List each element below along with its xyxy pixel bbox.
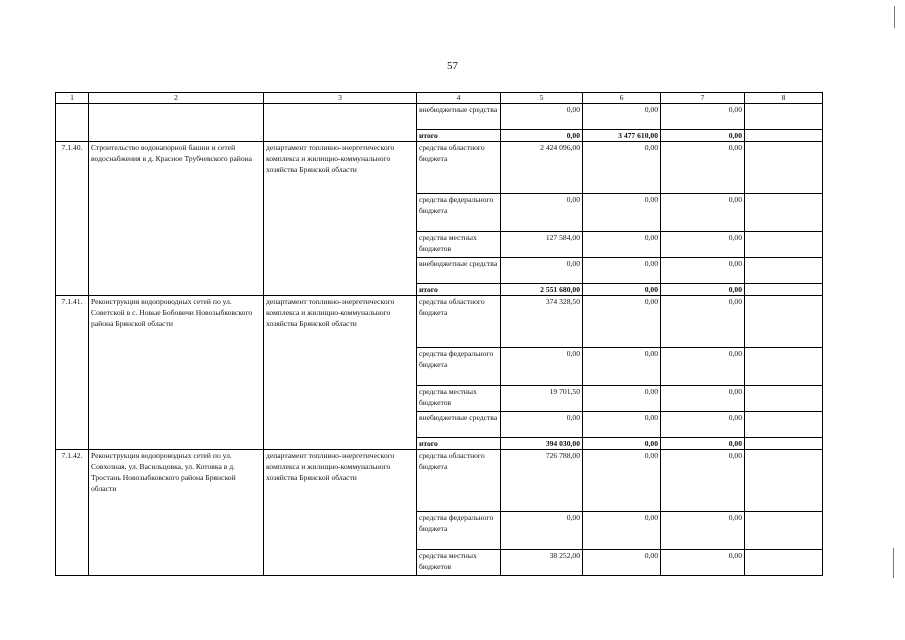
- project-code: 7.1.40.: [56, 142, 89, 296]
- value-cell-6: 0,00: [583, 194, 661, 232]
- value-cell-8: [745, 450, 823, 512]
- continuation-row: [56, 104, 823, 130]
- value-cell-8: [745, 386, 823, 412]
- value-cell-8: [745, 130, 823, 142]
- value-cell-5: 38 252,00: [501, 550, 583, 576]
- source-cell: средства областного бюджета: [417, 450, 501, 512]
- value-cell-8: [745, 550, 823, 576]
- value-cell-7: 0,00: [661, 296, 745, 348]
- department-cell-empty: [264, 104, 417, 142]
- project-department: департамент топливно-энергетического комплекса и жилищно-коммунального хозяйства Брянской области: [264, 296, 417, 450]
- source-cell: средства областного бюджета: [417, 142, 501, 194]
- source-cell: средства федерального бюджета: [417, 194, 501, 232]
- value-cell-6: 0,00: [583, 550, 661, 576]
- value-cell-7: 0,00: [661, 412, 745, 438]
- value-cell-7: 0,00: [661, 130, 745, 142]
- value-cell-6: 0,00: [583, 450, 661, 512]
- value-cell-7: 0,00: [661, 450, 745, 512]
- value-cell-5: 2 551 680,00: [501, 284, 583, 296]
- value-cell-8: [745, 412, 823, 438]
- value-cell-5: 374 328,50: [501, 296, 583, 348]
- source-cell: средства федерального бюджета: [417, 512, 501, 550]
- header-cell: 6: [583, 93, 661, 104]
- value-cell-6: 0,00: [583, 258, 661, 284]
- value-cell-6: 0,00: [583, 386, 661, 412]
- project-department: департамент топливно-энергетического комплекса и жилищно-коммунального хозяйства Брянской области: [264, 142, 417, 296]
- project-name: Реконструкция водопроводных сетей по ул. Советской в с. Новые Бобовичи Новозыбковского района Брянской области: [89, 296, 264, 450]
- value-cell-8: [745, 512, 823, 550]
- value-cell-6: 0,00: [583, 104, 661, 130]
- source-cell: средства местных бюджетов: [417, 232, 501, 258]
- source-cell: внебюджетные средства: [417, 412, 501, 438]
- value-cell-7: 0,00: [661, 550, 745, 576]
- value-cell-5: 0,00: [501, 412, 583, 438]
- source-cell: итого: [417, 130, 501, 142]
- source-cell: итого: [417, 284, 501, 296]
- value-cell-5: 394 030,00: [501, 438, 583, 450]
- source-cell: средства местных бюджетов: [417, 550, 501, 576]
- value-cell-7: 0,00: [661, 512, 745, 550]
- value-cell-5: 127 584,00: [501, 232, 583, 258]
- value-cell-7: 0,00: [661, 284, 745, 296]
- value-cell-8: [745, 194, 823, 232]
- value-cell-6: 0,00: [583, 438, 661, 450]
- scan-artifact-line: [893, 548, 894, 578]
- value-cell-7: 0,00: [661, 386, 745, 412]
- header-cell: 3: [264, 93, 417, 104]
- header-cell: 2: [89, 93, 264, 104]
- value-cell-8: [745, 232, 823, 258]
- value-cell-7: 0,00: [661, 142, 745, 194]
- value-cell-5: 726 788,00: [501, 450, 583, 512]
- value-cell-7: 0,00: [661, 438, 745, 450]
- header-row: [56, 93, 823, 104]
- value-cell-8: [745, 296, 823, 348]
- value-cell-5: 19 701,50: [501, 386, 583, 412]
- source-cell: итого: [417, 438, 501, 450]
- value-cell-8: [745, 348, 823, 386]
- source-cell: средства местных бюджетов: [417, 386, 501, 412]
- value-cell-8: [745, 142, 823, 194]
- value-cell-5: 0,00: [501, 348, 583, 386]
- project-code: 7.1.41.: [56, 296, 89, 450]
- value-cell-6: 0,00: [583, 512, 661, 550]
- value-cell-6: 0,00: [583, 296, 661, 348]
- value-cell-5: 0,00: [501, 258, 583, 284]
- budget-table-body: [56, 93, 823, 576]
- funding-row: [56, 450, 823, 512]
- project-name: Строительство водонапорной башни и сетей водоснабжения в д. Красное Трубчевского района: [89, 142, 264, 296]
- value-cell-6: 0,00: [583, 232, 661, 258]
- value-cell-7: 0,00: [661, 104, 745, 130]
- source-cell: средства областного бюджета: [417, 296, 501, 348]
- header-cell: 8: [745, 93, 823, 104]
- value-cell-6: 0,00: [583, 142, 661, 194]
- header-cell: 4: [417, 93, 501, 104]
- funding-row: [56, 142, 823, 194]
- value-cell-8: [745, 438, 823, 450]
- value-cell-8: [745, 104, 823, 130]
- budget-table: [55, 92, 823, 576]
- name-cell-empty: [89, 104, 264, 142]
- value-cell-6: 0,00: [583, 348, 661, 386]
- source-cell: внебюджетные средства: [417, 258, 501, 284]
- value-cell-7: 0,00: [661, 348, 745, 386]
- value-cell-7: 0,00: [661, 232, 745, 258]
- funding-row: [56, 296, 823, 348]
- value-cell-6: 3 477 610,00: [583, 130, 661, 142]
- page-number: 57: [447, 60, 458, 72]
- value-cell-5: 0,00: [501, 512, 583, 550]
- source-cell: средства федерального бюджета: [417, 348, 501, 386]
- value-cell-6: 0,00: [583, 284, 661, 296]
- header-cell: 1: [56, 93, 89, 104]
- project-name: Реконструкция водопроводных сетей по ул. Совхозная, ул. Васильцовка, ул. Котовка в д. Тростань Новозыбковского района Брянской области: [89, 450, 264, 576]
- value-cell-8: [745, 284, 823, 296]
- scan-artifact-line: [894, 6, 895, 28]
- header-cell: 5: [501, 93, 583, 104]
- value-cell-7: 0,00: [661, 194, 745, 232]
- value-cell-5: 0,00: [501, 194, 583, 232]
- header-cell: 7: [661, 93, 745, 104]
- value-cell-5: 0,00: [501, 130, 583, 142]
- value-cell-7: 0,00: [661, 258, 745, 284]
- project-code: 7.1.42.: [56, 450, 89, 576]
- value-cell-8: [745, 258, 823, 284]
- source-cell: внебюджетные средства: [417, 104, 501, 130]
- code-cell-empty: [56, 104, 89, 142]
- value-cell-5: 0,00: [501, 104, 583, 130]
- project-department: департамент топливно-энергетического комплекса и жилищно-коммунального хозяйства Брянской области: [264, 450, 417, 576]
- value-cell-5: 2 424 096,00: [501, 142, 583, 194]
- value-cell-6: 0,00: [583, 412, 661, 438]
